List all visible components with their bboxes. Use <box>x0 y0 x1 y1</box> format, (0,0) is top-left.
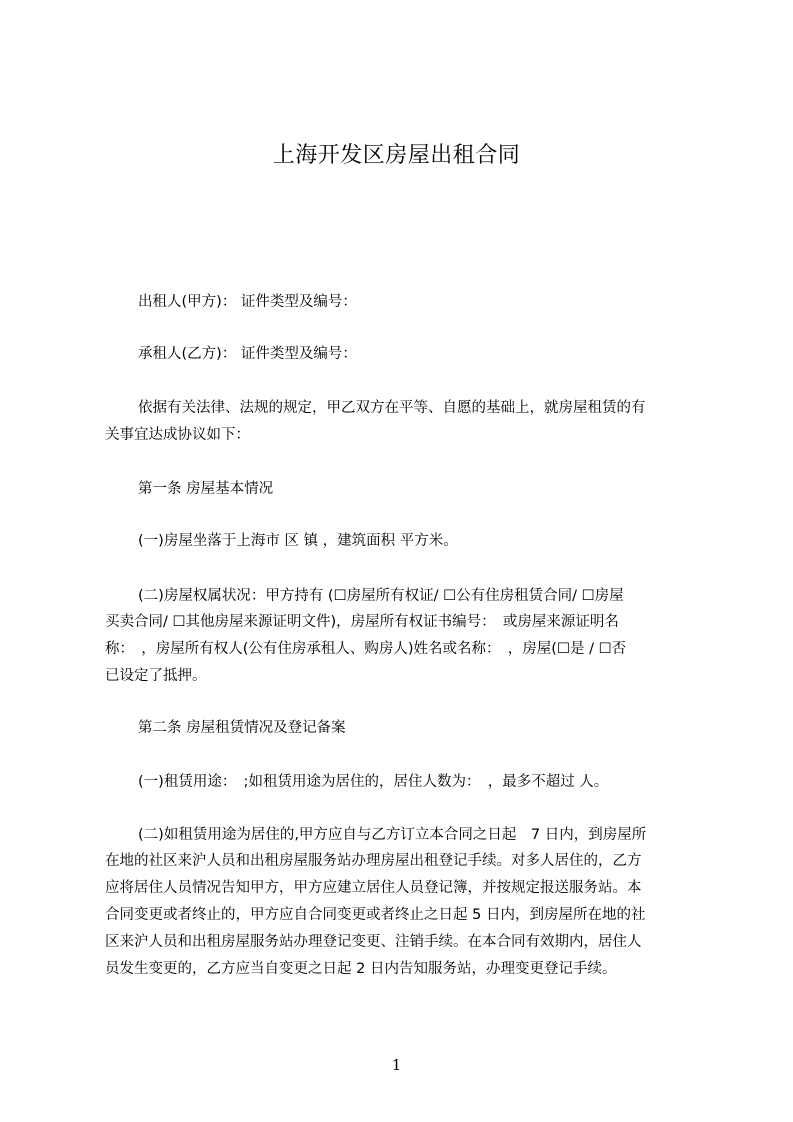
lessee-line: 承租人(乙方)： 证件类型及编号： <box>138 346 357 362</box>
article-1-clause-1: (一)房屋坐落于上海市 区 镇 ，建筑面积 平方米。 <box>138 533 458 549</box>
article-1-clause-2-line-4: 已设定了抵押。 <box>105 668 207 684</box>
article-2-clause-2-line-6: 员发生变更的，乙方应当自变更之日起 2 日内告知服务站，办理变更登记手续。 <box>105 961 617 977</box>
preamble-line-2: 关事宜达成协议如下： <box>105 427 250 443</box>
article-2-clause-2-line-2: 在地的社区来沪人员和出租房屋服务站办理房屋出租登记手续。对多人居住的，乙方 <box>105 853 642 869</box>
page-number: 1 <box>391 1056 402 1074</box>
article-1-clause-2-line-2: 买卖合同/ ☐其他房屋来源证明文件)，房屋所有权证书编号： 或房屋来源证明名 <box>105 614 619 630</box>
article-2-clause-1: (一)租赁用途： ;如租赁用途为居住的，居住人数为： ，最多不超过 人。 <box>138 774 609 790</box>
article-2-clause-2-line-4: 合同变更或者终止的，甲方应自合同变更或者终止之日起 5 日内，到房屋所在地的社 <box>105 907 646 923</box>
article-1-heading: 第一条 房屋基本情况 <box>138 481 274 497</box>
document-title: 上海开发区房屋出租合同 <box>272 143 521 168</box>
article-2-clause-2-line-5: 区来沪人员和出租房屋服务站办理登记变更、注销手续。在本合同有效期内，居住人 <box>105 934 642 950</box>
article-1-clause-2-line-1: (二)房屋权属状况：甲方持有 (☐房屋所有权证/ ☐公有住房租赁合同/ ☐房屋 <box>138 588 624 604</box>
lessor-line: 出租人(甲方)： 证件类型及编号： <box>138 294 357 310</box>
article-2-clause-2-line-1: (二)如租赁用途为居住的,甲方应自与乙方订立本合同之日起 7 日内，到房屋所 <box>138 827 647 843</box>
article-2-heading: 第二条 房屋租赁情况及登记备案 <box>138 720 346 736</box>
article-2-clause-2-line-3: 应将居住人员情况告知甲方，甲方应建立居住人员登记簿，并按规定报送服务站。本 <box>105 880 642 896</box>
preamble-line-1: 依据有关法律、法规的规定，甲乙双方在平等、自愿的基础上，就房屋租赁的有 <box>138 400 646 416</box>
article-1-clause-2-line-3: 称： ，房屋所有权人(公有住房承租人、购房人)姓名或名称： ，房屋(☐是 / ☐否 <box>105 641 627 657</box>
